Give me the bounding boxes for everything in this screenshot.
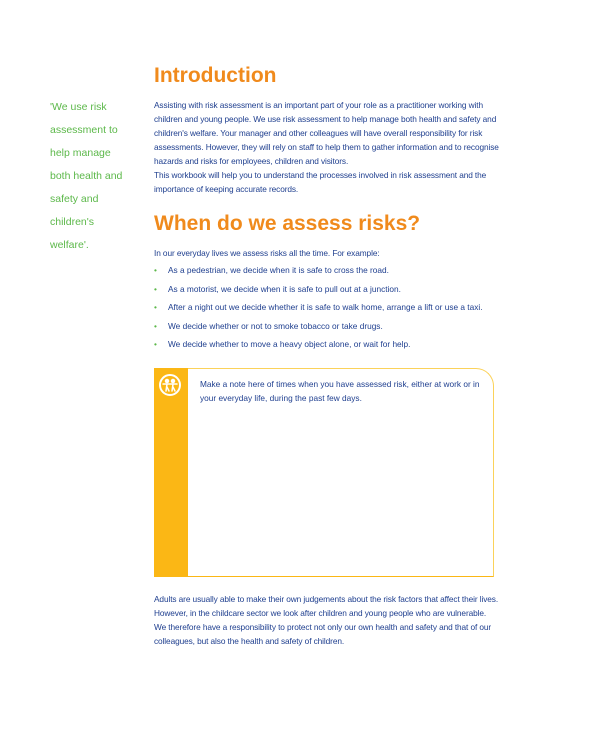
bullet-icon: • — [154, 339, 157, 349]
intro-paragraph-1: Assisting with risk assessment is an important part of your role as a practitioner working with children and young people. We use risk assessment to help manage both health and safety and children's welfare. Your manager and other colleagues will have overall responsibility for risk assessments. However, they will rely on staff to help them to gather information and to recognise hazards and risks for employees, children and visitors. — [154, 100, 499, 166]
note-box[interactable] — [154, 368, 494, 577]
children-icon — [159, 374, 181, 396]
list-item: • As a pedestrian, we decide when it is safe to cross the road. — [154, 265, 389, 275]
list-item: • We decide whether to move a heavy object alone, or wait for help. — [154, 339, 411, 349]
closing-paragraph: Adults are usually able to make their own judgements about the risk factors that affect their lives. However, in the childcare sector we look after children and young people who are vulnerable. We therefore have a responsibility to protect not only our own health and safety and that of our colleagues, but also the health and safety of children. — [154, 594, 499, 646]
list-item: • After a night out we decide whether it is safe to walk home, arrange a lift or use a taxi. — [154, 302, 483, 312]
list-item: • As a motorist, we decide when it is safe to pull out at a junction. — [154, 283, 401, 294]
sidebar-quote: 'We use risk assessment to help manage both health and safety and children's welfare'. — [50, 101, 123, 251]
note-prompt: Make a note here of times when you have assessed risk, either at work or in your everyday life, during the past few days. — [200, 379, 480, 403]
when-heading: When do we assess risks? — [154, 212, 421, 235]
when-lead: In our everyday lives we assess risks all the time. For example: — [154, 248, 380, 258]
bullet-icon: • — [154, 265, 157, 275]
bullet-icon: • — [154, 283, 157, 294]
bullet-icon: • — [154, 302, 157, 312]
intro-heading: Introduction — [154, 64, 277, 87]
bullet-icon: • — [154, 320, 157, 331]
examples-list — [154, 263, 499, 356]
intro-paragraph-2: This workbook will help you to understand the processes involved in risk assessment and the importance of keeping accurate records. — [154, 170, 487, 194]
list-item: • We decide whether or not to smoke tobacco or take drugs. — [154, 320, 383, 331]
note-box-sidebar — [154, 368, 188, 577]
